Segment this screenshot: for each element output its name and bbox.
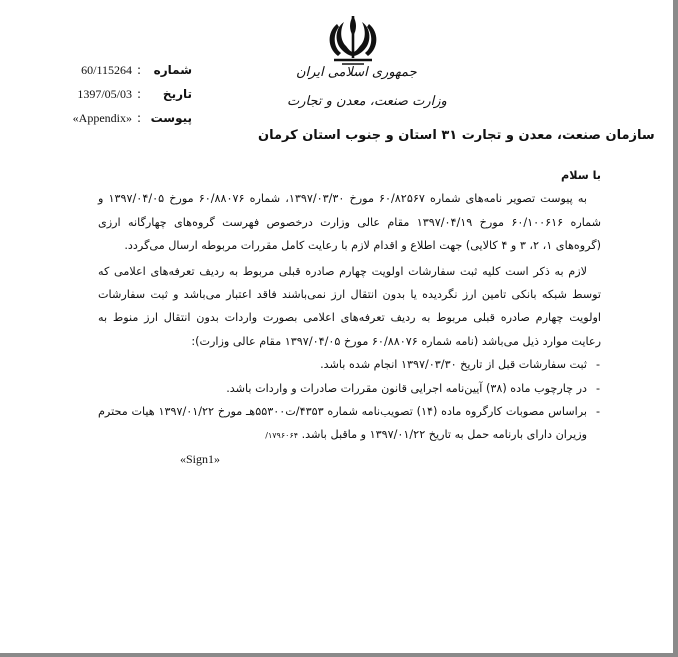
letter-number: 60/115264 bbox=[81, 63, 132, 77]
footnote-number: ۱۷۹۶۰۶۴/ bbox=[265, 431, 299, 441]
attachment-value: «Appendix» bbox=[72, 111, 132, 125]
meta-number-row: 60/115264 : شماره bbox=[60, 58, 192, 82]
letter-body bbox=[98, 164, 601, 448]
viewer-frame-bottom bbox=[0, 653, 678, 657]
paragraph-2: لازم به ذکر است کلیه ثبت سفارشات اولویت چهارم صادره قبلی مربوط به ردیف تعرفه‌های اعلامی که توسط شبکه بانکی تامین ارز نگردیده یا بدون انتقال ارز نمی‌باشند فاقد اعتبار می‌باشد و ثبت سفارشات اولویت چهارم صادره قبلی مربوط به ردیف تعرفه‌های اعلامی بصورت واردات بدون انتقال ارز منوط به رعایت موارد ذیل می‌باشد (نامه شماره ۶۰/۸۸۰۷۶ مورخ ۱۳۹۷/۰۴/۰۵ مقام عالی وزارت): bbox=[98, 264, 601, 348]
greeting: با سلام bbox=[561, 169, 601, 182]
iran-emblem-icon bbox=[322, 10, 384, 68]
condition-item: - در چارچوب ماده (۳۸) آیین‌نامه اجرایی قانون مقررات صادرات و واردات باشد. bbox=[98, 377, 601, 400]
meta-date-row: 1397/05/03 : تاریخ bbox=[60, 82, 192, 106]
condition-text: براساس مصوبات کارگروه ماده (۱۴) تصویب‌نامه شماره ۴۳۵۳/ت۵۵۳۰۰هـ مورخ ۱۳۹۷/۰۱/۲۲ هیات محترم وزیران دارای بارنامه حمل به تاریخ ۱۳۹۷/۰۱/۲۲ و ماقبل باشد. bbox=[98, 405, 587, 442]
paragraph-1: به پیوست تصویر نامه‌های شماره ۶۰/۸۲۵۶۷ مورخ ۱۳۹۷/۰۳/۳۰، شماره ۶۰/۸۸۰۷۶ مورخ ۱۳۹۷/۰۴/۰۵ و شماره ۶۰/۱۰۰۶۱۶ مورخ ۱۳۹۷/۰۴/۱۹ مقام عالی وزارت درخصوص فهرست گروه‌های چهارگانه ارزی (گروه‌های ۱، ۲، ۳ و ۴ کالایی) جهت اطلاع و اقدام لازم با رعایت کامل مقررات مربوطه ارسال می‌گردد. bbox=[98, 192, 601, 253]
date-label: تاریخ bbox=[162, 87, 192, 101]
organization-title: سازمان صنعت، معدن و تجارت ۳۱ استان و جنوب استان کرمان bbox=[258, 128, 655, 143]
viewer-frame-right bbox=[673, 0, 678, 657]
condition-item: - ثبت سفارشات قبل از تاریخ ۱۳۹۷/۰۳/۳۰ انجام شده باشد. bbox=[98, 353, 601, 376]
signature-placeholder: «Sign1» bbox=[180, 452, 221, 466]
republic-title: جمهوری اسلامی ایران bbox=[296, 65, 417, 80]
condition-item bbox=[98, 400, 601, 448]
letter-meta bbox=[60, 58, 192, 130]
conditions-list bbox=[98, 353, 601, 448]
letter-date: 1397/05/03 bbox=[77, 87, 132, 101]
number-label: شماره bbox=[153, 63, 192, 77]
ministry-title: وزارت صنعت، معدن و تجارت bbox=[287, 94, 447, 109]
meta-attachment-row: «Appendix» : پیوست bbox=[60, 106, 192, 130]
attachment-label: پیوست bbox=[150, 111, 192, 125]
